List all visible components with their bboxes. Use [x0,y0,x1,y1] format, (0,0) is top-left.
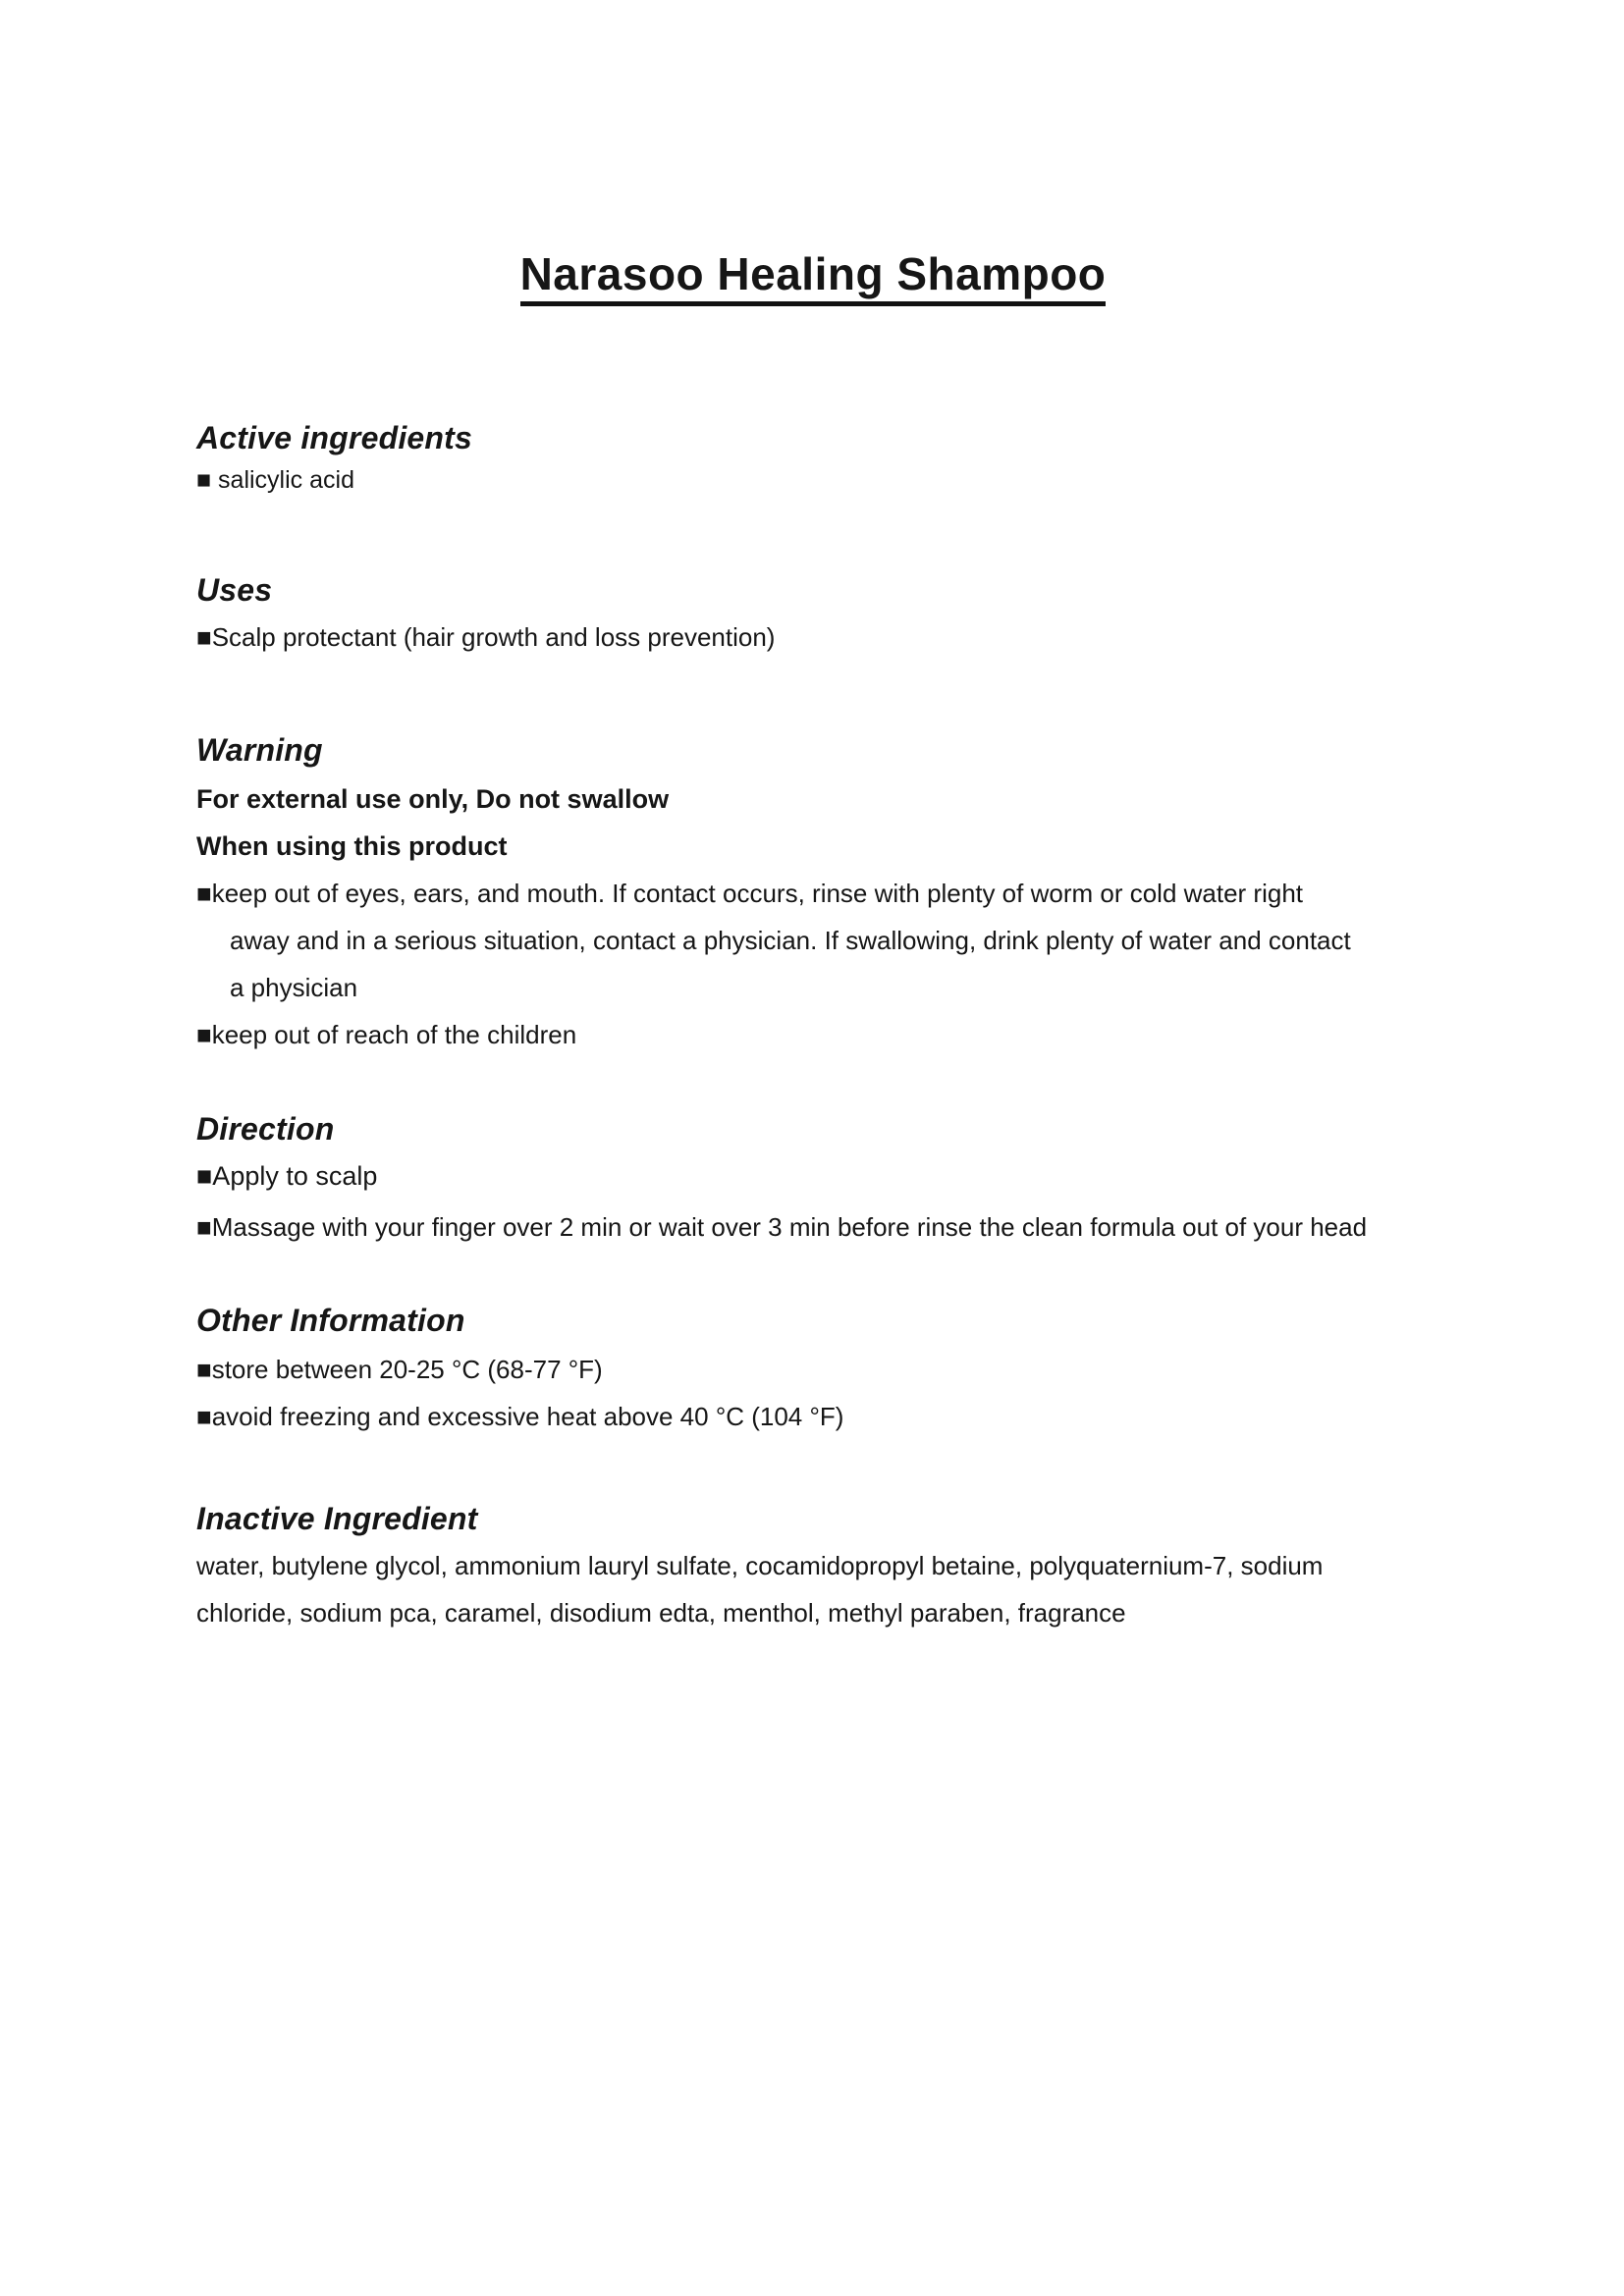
heading-inactive-ingredient: Inactive Ingredient [196,1501,478,1536]
bullet-apply-to-scalp: ■Apply to scalp [196,1161,378,1191]
bullet-avoid-freezing: ■avoid freezing and excessive heat above 40 °C (104 °F) [196,1402,844,1431]
heading-other-information: Other Information [196,1303,465,1338]
warning-bullet-keep-out-line-2: away and in a serious situation, contact a physician. If swallowing, drink plenty of water and contact [230,926,1351,955]
warning-when-using-line: When using this product [196,831,508,861]
bullet-store-temperature: ■store between 20-25 °C (68-77 °F) [196,1355,603,1384]
heading-uses: Uses [196,572,273,608]
bullet-massage: ■Massage with your finger over 2 min or wait over 3 min before rinse the clean formula out of your head [196,1212,1368,1242]
bullet-scalp-protectant: ■Scalp protectant (hair growth and loss prevention) [196,622,776,652]
heading-direction: Direction [196,1111,335,1147]
inactive-ingredients-line-2: chloride, sodium pca, caramel, disodium edta, menthol, methyl paraben, fragrance [196,1598,1126,1628]
document-title-text: Narasoo Healing Shampoo [520,248,1107,306]
inactive-ingredients-line-1: water, butylene glycol, ammonium lauryl sulfate, cocamidopropyl betaine, polyquaternium-7, sodium [196,1551,1324,1580]
warning-external-use-line: For external use only, Do not swallow [196,784,670,814]
warning-bullet-keep-out-line-1: ■keep out of eyes, ears, and mouth. If contact occurs, rinse with plenty of worm or cold water right [196,879,1304,908]
document-content [196,0,1430,1636]
warning-bullet-keep-out-line-3: a physician [230,973,358,1002]
bullet-salicylic-acid: ■ salicylic acid [196,466,354,494]
heading-active-ingredients: Active ingredients [196,420,473,455]
document-title [196,248,1430,306]
heading-warning: Warning [196,732,323,768]
warning-bullet-children: ■keep out of reach of the children [196,1020,577,1049]
